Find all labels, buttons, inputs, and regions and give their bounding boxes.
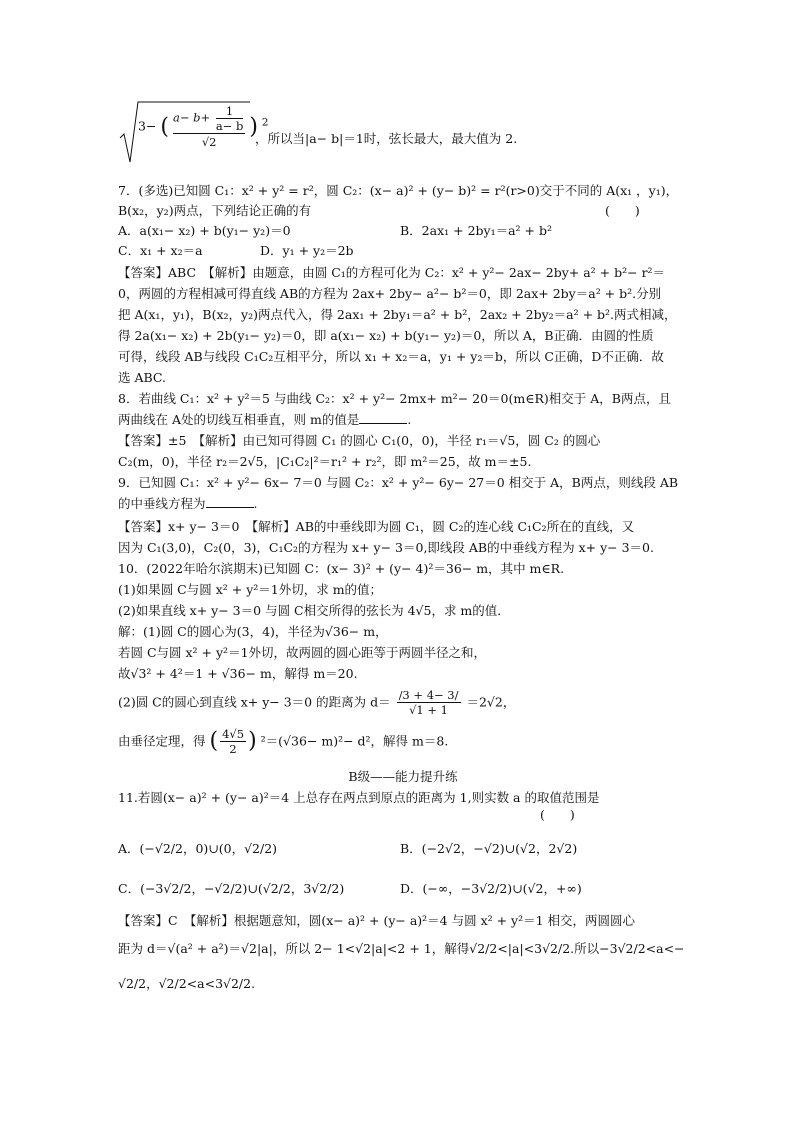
q11-stem-line1: 11.若圆(x− a)² + (y− a)²＝4 上总存在两点到原点的距离为 1,则实数 a 的取值范围是 — [118, 790, 600, 805]
q10-stem-part2: (2)如果直线 x+ y− 3＝0 与圆 C相交所得的弦长为 4√5，求 m的值． — [118, 603, 510, 618]
q7-answer-line1: 【答案】ABC 【解析】由题意，由圆 C₁的方程可化为 C₂：x² + y²− 2ax− 2by+ a² + b²− r²＝ — [118, 265, 666, 280]
num-left: a− b+ — [173, 110, 211, 125]
q7-answer-line2: 0，两圆的方程相减可得直线 AB的方程为 2ax+ 2by− a²− b²＝0，即 2ax+ 2by＝a² + b².分别 — [118, 286, 662, 301]
q7-option-a: A．a(x₁− x₂) + b(y₁− y₂)＝0 — [118, 223, 291, 238]
q7-answer-line6: 选 ABC. — [118, 370, 167, 385]
q7-option-c: C．x₁ + x₂＝a — [118, 243, 203, 258]
q10-distance-den: √1 + 1 — [409, 703, 448, 717]
q10-stem-line1: 10．(2022年哈尔滨期末)已知圆 C：(x− 3)² + (y− 4)²＝36− m，其中 m∈R. — [118, 561, 565, 576]
q10-solution-line2: 若圆 C与圆 x² + y²＝1外切，故两圆的圆心距等于两圆半径之和， — [118, 645, 487, 660]
q7-stem-line1: 7．(多选)已知圆 C₁：x² + y² = r²，圆 C₂：(x− a)² + (y− b)² = r²(r>0)交于不同的 A(x₁ ，y₁)， — [118, 183, 679, 198]
q11-option-b: B．(−2√2，−√2)∪(√2，2√2) — [400, 841, 578, 856]
q9-answer-line2: 因为 C₁(3,0)，C₂(0，3)，C₁C₂的方程为 x+ y− 3＝0,即线段 AB的中垂线方程为 x+ y− 3＝0. — [118, 540, 654, 555]
radicand-prefix: 3− — [138, 118, 157, 134]
q7-stem-line2: B(x₂，y₂)两点，下列结论正确的有 — [118, 203, 312, 218]
outer-fraction-den: √2 — [201, 135, 217, 149]
q10-sol5-post: ²＝(√36− m)²− d²，解得 m＝8. — [260, 733, 449, 749]
paren-left: ( — [160, 114, 170, 140]
outer-fraction — [173, 104, 245, 150]
q9-stem-line2-end: . — [253, 496, 258, 511]
q8-answer-line1: 【答案】±5 【解析】由已知可得圆 C₁ 的圆心 C₁(0，0)，半径 r₁＝√5，圆 C₂ 的圆心 — [118, 433, 601, 448]
q9-stem-line1: 9．已知圆 C₁：x² + y²− 6x− 7＝0 与圆 C₂：x² + y²− 6y− 27＝0 相交于 A，B两点，则线段 AB — [118, 475, 679, 490]
q10-solution-line5 — [118, 727, 688, 767]
square-exponent: 2 — [261, 116, 269, 129]
q11-option-a: A．(−√2/2，0)∪(0，√2/2) — [118, 841, 278, 856]
q7-answer-line3: 把 A(x₁，y₁)，B(x₂，y₂)两点代入，得 2ax₁ + 2by₁＝a² + b²，2ax₂ + 2by₂＝a² + b².两式相减， — [118, 307, 677, 322]
top-tail-text: ，所以当|a− b|＝1时，弦长最大，最大值为 2. — [255, 131, 518, 146]
q7-answer-paren: ( ) — [605, 203, 640, 218]
q7-answer-line5: 可得，线段 AB与线段 C₁C₂互相平分，所以 x₁ + x₂＝a，y₁ + y₂＝b，所以 C正确，D不正确．故 — [118, 349, 664, 364]
q9-stem-line2-text: 的中垂线方程为 — [118, 496, 206, 511]
q11-answer-line1: 【答案】C 【解析】根据题意知，圆(x− a)² + (y− a)²＝4 与圆 x² + y²＝1 相交，两圆圆心 — [118, 913, 636, 928]
q8-stem-line2-text: 两曲线在 A处的切线互相垂直，则 m的值是 — [118, 412, 360, 427]
inner-fraction-den: a− b — [215, 119, 244, 133]
q11-option-c: C．(−3√2/2，−√2/2)∪(√2/2，3√2/2) — [118, 881, 345, 896]
q10-chord-den: 2 — [229, 742, 237, 756]
q10-distance-num: /3 + 4− 3/ — [398, 688, 459, 702]
q11-answer-line3: √2/2，√2/2<a<3√2/2. — [118, 976, 256, 991]
q8-answer-blank — [359, 411, 407, 424]
q8-stem-line1: 8．若曲线 C₁：x² + y²＝5 与曲线 C₂：x² + y²− 2mx+ m²− 20＝0(m∈R)相交于 A，B两点，且 — [118, 391, 671, 406]
q10-solution-line4 — [118, 688, 688, 728]
q9-stem-line2 — [118, 495, 618, 513]
section-b-heading: B级——能力提升练 — [348, 769, 458, 784]
q10-distance-fraction — [397, 688, 461, 717]
q10-chord-fraction — [220, 727, 246, 756]
q10-sol5-pre: 由垂径定理，得 — [118, 733, 206, 749]
q10-stem-part1: (1)如果圆 C与圆 x² + y²＝1外切，求 m的值； — [118, 582, 383, 597]
inner-fraction — [216, 104, 244, 133]
q10-sol4-post: ＝2√2， — [466, 694, 516, 710]
q7-option-b: B．2ax₁ + 2by₁＝a² + b² — [400, 223, 552, 238]
q9-answer-blank — [206, 495, 254, 508]
q8-stem-line2-end: . — [407, 412, 412, 427]
outer-fraction-num — [173, 104, 245, 134]
q10-solution-line1: 解：(1)圆 C的圆心为(3，4)，半径为√36− m， — [118, 624, 388, 639]
q8-answer-line2: C₂(m，0)，半径 r₂＝2√5，|C₁C₂|²＝r₁² + r₂²，即 m²＝25，故 m＝±5. — [118, 454, 532, 469]
q7-option-d: D．y₁ + y₂＝2b — [260, 243, 354, 258]
paren-right: ) — [249, 114, 258, 140]
q11-option-d: D．(−∞，−3√2/2)∪(√2，+∞) — [400, 881, 582, 896]
q10-solution-line3: 故√3² + 4²＝1 + √36− m，解得 m＝20. — [118, 666, 358, 681]
q10-sol4-pre: (2)圆 C的圆心到直线 x+ y− 3＝0 的距离为 d＝ — [118, 694, 391, 710]
inner-fraction-num: 1 — [216, 104, 244, 119]
paren-right: ) — [248, 728, 257, 754]
q7-answer-line4: 得 2a(x₁− x₂) + 2b(y₁− y₂)＝0，即 a(x₁− x₂) + b(y₁− y₂)＝0，所以 A，B正确．由圆的性质 — [118, 328, 654, 343]
q8-stem-line2 — [118, 411, 618, 429]
paren-left: ( — [209, 728, 219, 754]
radicand — [138, 104, 269, 150]
q10-chord-num: 4√5 — [222, 727, 245, 741]
q11-answer-paren: ( ) — [540, 807, 575, 822]
q11-answer-line2: 距为 d＝√(a² + a²)＝√2|a|，所以 2− 1<√2|a|<2 + 1，解得√2/2<|a|<3√2/2.所以−3√2/2<a<− — [118, 941, 685, 956]
q9-answer-line1: 【答案】x+ y− 3＝0 【解析】AB的中垂线即为圆 C₁，圆 C₂的连心线 C₁C₂所在的直线，又 — [118, 519, 635, 534]
